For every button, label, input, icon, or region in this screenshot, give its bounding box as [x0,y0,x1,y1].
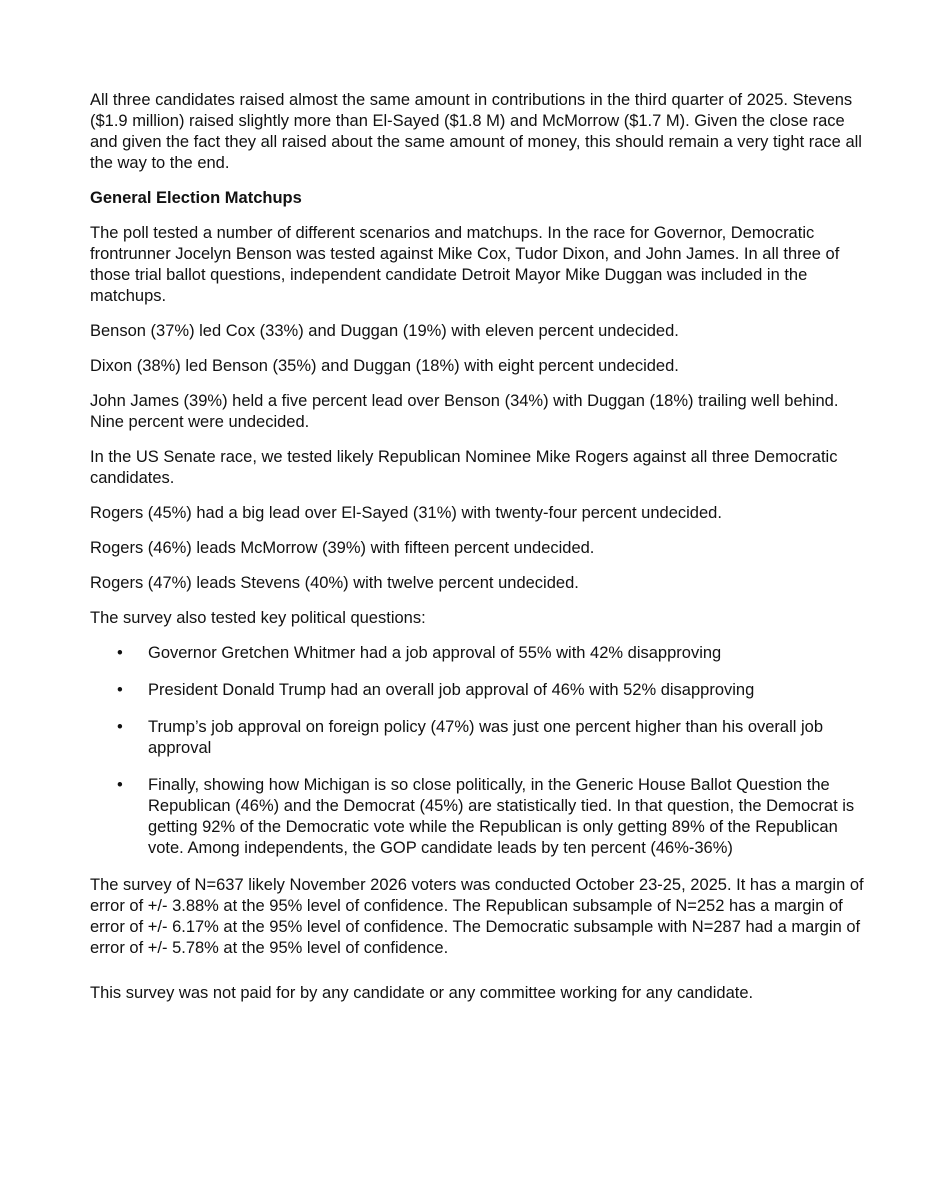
bullet-glyph: • [117,681,123,699]
paragraph-senate-intro: In the US Senate race, we tested likely Republican Nominee Mike Rogers against all three Democratic candidates. [90,448,838,487]
document-page [90,90,870,1018]
list-item-text: Trump’s job approval on foreign policy (47%) was just one percent higher than his overall job approval [148,718,824,757]
paragraph-benson-cox: Benson (37%) led Cox (33%) and Duggan (19%) with eleven percent undecided. [90,322,679,340]
list-item-text: Finally, showing how Michigan is so close politically, in the Generic House Ballot Question the Republican (46%) and the Democrat (45%) are statistically tied. In that question, the Democrat is getting 92% of the Democratic vote while the Republican is only getting 89% of the Republican vote. Among independents, the GOP candidate leads by ten percent (46%-36%) [148,776,855,857]
list-item [90,775,870,859]
bullet-glyph: • [117,776,123,794]
paragraph-fundraising: All three candidates raised almost the same amount in contributions in the third quarter of 2025. Stevens ($1.9 million) raised slightly more than El-Sayed ($1.8 M) and McMorrow ($1.7 M). Given the close race and given the fact they all raised about the same amount of money, this should remain a very tight race all the way to the end. [90,91,862,172]
list-item-text: President Donald Trump had an overall job approval of 46% with 52% disapproving [148,681,755,699]
paragraph-poll-intro: The poll tested a number of different scenarios and matchups. In the race for Governor, Democratic frontrunner Jocelyn Benson was tested against Mike Cox, Tudor Dixon, and John James. In all three of those trial ballot questions, independent candidate Detroit Mayor Mike Duggan was included in the matchups. [90,224,840,305]
paragraph-key-questions: The survey also tested key political questions: [90,609,426,627]
list-item [90,717,870,759]
paragraph-rogers-mcmorrow: Rogers (46%) leads McMorrow (39%) with fifteen percent undecided. [90,539,595,557]
list-item-text: Governor Gretchen Whitmer had a job approval of 55% with 42% disapproving [148,644,722,662]
key-questions-list [90,643,870,859]
paragraph-methodology: The survey of N=637 likely November 2026 voters was conducted October 23-25, 2025. It has a margin of error of +/- 3.88% at the 95% level of confidence. The Republican subsample of N=252 has a margin of error of +/- 6.17% at the 95% level of confidence. The Democratic subsample with N=287 had a margin of error of +/- 5.78% at the 95% level of confidence. [90,876,864,957]
paragraph-disclaimer: This survey was not paid for by any candidate or any committee working for any candidate. [90,984,754,1002]
paragraph-dixon-benson: Dixon (38%) led Benson (35%) and Duggan (18%) with eight percent undecided. [90,357,679,375]
paragraph-james-benson: John James (39%) held a five percent lead over Benson (34%) with Duggan (18%) trailing well behind. Nine percent were undecided. [90,392,839,431]
list-item [90,680,870,701]
bullet-glyph: • [117,718,123,736]
section-heading: General Election Matchups [90,189,302,207]
bullet-glyph: • [117,644,123,662]
paragraph-rogers-elsayed: Rogers (45%) had a big lead over El-Sayed (31%) with twenty-four percent undecided. [90,504,722,522]
list-item [90,643,870,664]
paragraph-rogers-stevens: Rogers (47%) leads Stevens (40%) with twelve percent undecided. [90,574,579,592]
